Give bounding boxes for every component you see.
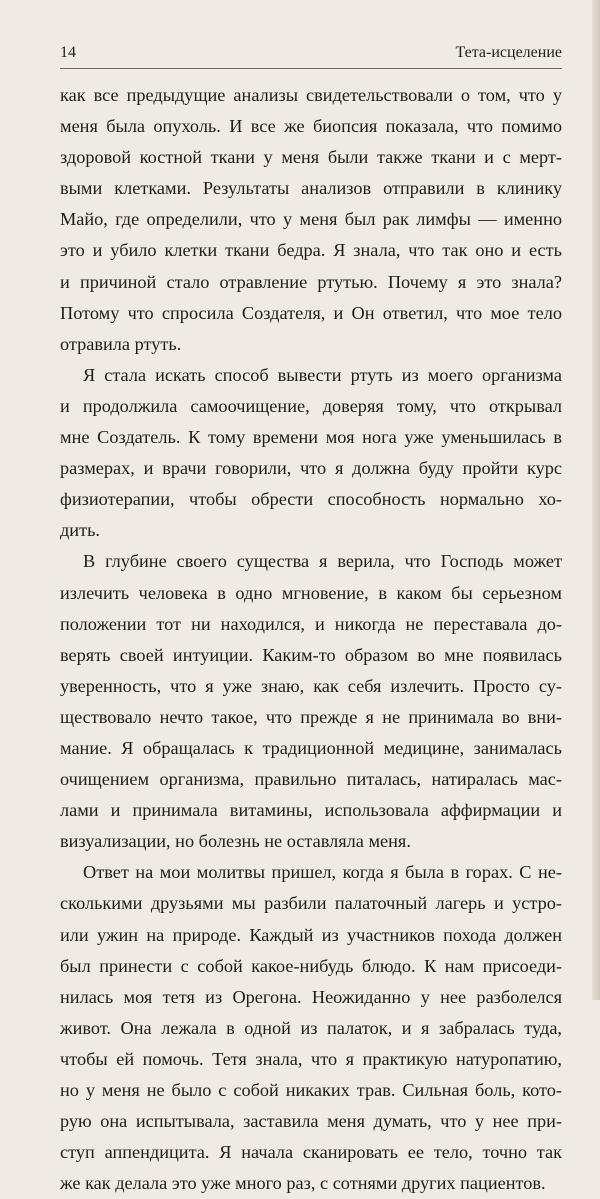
text-line: положении тот ни находился, и никогда не переставала до- — [60, 613, 562, 634]
text-line: уверенность, что я уже знаю, как себя излечить. Просто су- — [60, 675, 562, 696]
text-line: или ужин на природе. Каждый из участников похода должен — [60, 924, 562, 945]
text-line: как все предыдущие анализы свидетельствовали о том, что у — [60, 85, 562, 105]
paragraph — [60, 360, 562, 547]
text-line: Я стала искать способ вывести ртуть из моего организма — [83, 364, 562, 385]
text-line: сколькими друзьями мы разбили палаточный лагерь и устро- — [60, 893, 562, 914]
running-head: Тета-исцеление — [455, 44, 562, 61]
text-line: нилась моя тетя из Орегона. Неожиданно у нее разболелся — [60, 986, 562, 1007]
text-line: был принести с собой какое-нибудь блюдо. К нам присоеди- — [60, 955, 562, 976]
text-line: мне Создатель. К тому времени моя нога уже уменьшилась в — [60, 427, 562, 448]
text-line: мание. Я обращалась к традиционной медицине, занималась — [60, 737, 562, 758]
text-line: рую она испытывала, заставила меня думать, что у нее при- — [60, 1111, 562, 1132]
text-line: Ответ на мои молитвы пришел, когда я была в горах. С не- — [83, 862, 562, 883]
text-line: отравила ртуть. — [60, 333, 182, 354]
text-line: же как делала это уже много раз, с сотнями других пациентов. — [60, 1173, 546, 1194]
text-line: физиотерапии, чтобы обрести способность нормально хо- — [60, 489, 562, 510]
text-line: это и убило клетки ткани бедра. Я знала, что так оно и есть — [60, 240, 562, 261]
paragraph — [60, 80, 562, 360]
text-line: и причиной стало отравление ртутью. Почему я это знала? — [60, 271, 562, 292]
text-line: меня была опухоль. И все же биопсия показала, что помимо — [60, 116, 562, 137]
text-line: чтобы ей помочь. Тетя знала, что я практикую натуропатию, — [60, 1048, 562, 1069]
text-line: лами и принимала витамины, использовала аффирмации и — [60, 800, 562, 821]
page-edge — [592, 0, 600, 1000]
text-line: но у меня не было с собой никаких трав. Сильная боль, кото- — [60, 1080, 562, 1100]
text-line: Потому что спросила Создателя, и Он ответил, что мое тело — [60, 302, 562, 323]
text-line: выми клетками. Результаты анализов отправили в клинику — [60, 178, 562, 199]
paragraph — [60, 857, 562, 1199]
text-line: верять своей интуиции. Каким-то образом во мне появилась — [60, 644, 562, 665]
text-line: живот. Она лежала в одной из палаток, и я забралась туда, — [60, 1017, 562, 1038]
text-line: излечить человека в одно мгновение, в каком бы серьезном — [60, 582, 562, 603]
text-line: ществовало нечто такое, что прежде я не принимала во вни- — [60, 706, 562, 727]
body-text — [60, 80, 562, 1199]
text-line: размерах, и врачи говорили, что я должна буду пройти курс — [60, 458, 562, 479]
text-line: дить. — [60, 520, 100, 541]
text-line: ступ аппендицита. Я начала сканировать ее тело, точно так — [60, 1142, 562, 1163]
text-line: очищением организма, правильно питалась, натиралась мас- — [60, 769, 562, 790]
text-line: визуализации, но болезнь не оставляла меня. — [60, 831, 411, 852]
page-number: 14 — [60, 44, 76, 61]
text-line: здоровой костной ткани у меня были также ткани и с мерт- — [60, 147, 562, 168]
page-header — [60, 44, 562, 64]
header-rule — [60, 68, 562, 69]
text-line: и продолжила самоочищение, доверяя тому, что открывал — [60, 395, 562, 416]
paragraph — [60, 546, 562, 857]
text-line: Майо, где определили, что у меня был рак лимфы — именно — [60, 209, 562, 230]
text-line: В глубине своего существа я верила, что Господь может — [83, 551, 562, 572]
